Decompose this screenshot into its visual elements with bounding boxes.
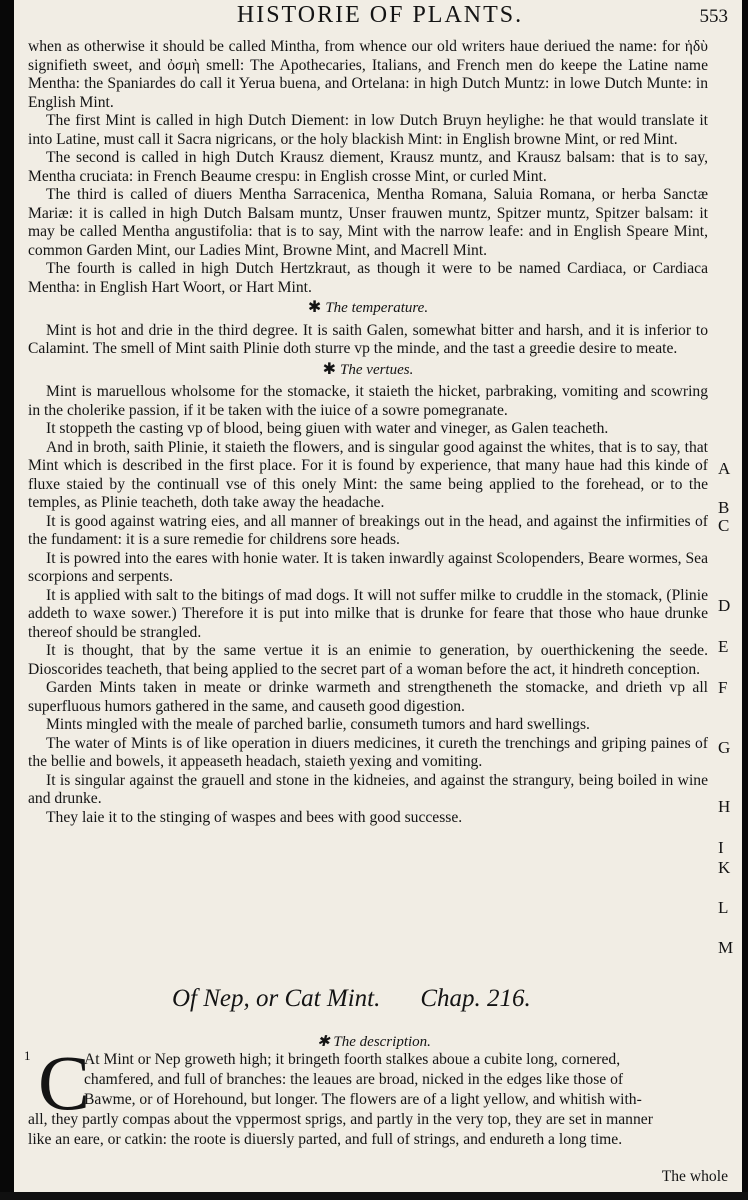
names-paragraph: The third is called of diuers Mentha Sarracenica, Mentha Romana, Saluia Romana, or herba Sanctæ Mariæ: it is called in high Dutch Balsam muntz, Unser frauwen muntz, Spitzer muntz, Spitzer balsam: it may be called Mentha angustifolia: that is to say, Mint with the narrow leafe: and in English Speare Mint, common Garden Mint, our Ladies Mint, Browne Mint, and Macrell Mint. — [28, 186, 708, 259]
description-line: Bawme, or of Horehound, but longer. The flowers are of a light yellow, and whitish with- — [84, 1091, 642, 1108]
description-heading: ✱ The description. — [317, 1034, 431, 1050]
description-line: like an eare, or catkin: the roote is diuersly parted, and full of strings, and endureth a long time. — [28, 1131, 623, 1148]
vertue-paragraph-h: Garden Mints taken in meate or drinke warmeth and strengtheneth the stomacke, and drieth vp all superfluous humors gathered in the same, and causeth good digestion. — [28, 679, 708, 715]
vertue-paragraph-m: They laie it to the stinging of waspes and bees with good successe. — [46, 808, 463, 826]
margin-letter-h: H — [718, 797, 731, 816]
names-paragraph: The first Mint is called in high Dutch Diement: in low Dutch Bruyn heylighe: he that would translate it into Latine, must call it Sacra nigricans, or the holy blackish Mint: in English browne Mint, or red Mint. — [28, 112, 708, 148]
margin-letter-d: D — [718, 596, 731, 615]
chapter-number: Chap. 216. — [420, 985, 531, 1012]
running-title: HISTORIE OF PLANTS. — [236, 2, 524, 28]
margin-letter-a: A — [718, 459, 731, 478]
description-line: chamfered, and full of branches: the leaues are broad, nicked in the edges like those of — [84, 1071, 624, 1088]
margin-letter-l: L — [718, 898, 729, 917]
chapter-heading — [172, 985, 602, 1019]
vertue-paragraph-g: It is thought, that by the same vertue it is an enimie to generation, by ouerthickening the seede. Dioscorides teacheth, that being applied to the secret part of a woman before the act, it hindreth conception. — [28, 642, 708, 678]
vertue-paragraph-i: Mints mingled with the meale of parched barlie, consumeth tumors and hard swellings. — [46, 716, 590, 733]
vertue-paragraph-l: It is singular against the grauell and stone in the kidneies, and against the strangury, being boiled in wine and drunke. — [28, 771, 708, 807]
temperature-heading: ✱ The temperature. — [307, 299, 429, 316]
vertue-paragraph-d: It is good against watring eies, and all manner of breakings out in the head, and against the infirmities of the fundament: it is a sure remedie for childrens sore heads. — [28, 512, 708, 548]
right-page-edge — [742, 0, 748, 1200]
temperature-paragraph: Mint is hot and drie in the third degree. It is saith Galen, somewhat bitter and harsh, and it is inferior to Calamint. The smell of Mint saith Plinie doth sturre vp the minde, and the tast a greedie desire to meate. — [28, 321, 708, 357]
names-paragraph: The second is called in high Dutch Krausz diement, Krausz muntz, and Krausz balsam: that is to say, Mentha cruciata: in French Beaume crespu: in English crosse Mint, or curled Mint. — [28, 149, 708, 185]
star-icon: ✱ — [317, 1034, 334, 1050]
vertue-paragraph-a: Mint is maruellous wholsome for the stomacke, it staieth the hicket, parbraking, vomiting and scowring in the cholerike passion, if it be taken with the iuice of a sowre pomegranate. — [28, 383, 708, 419]
left-page-edge — [0, 0, 14, 1200]
vertue-paragraph-c: And in broth, saith Plinie, it staieth the flowers, and is singular good against the whites, that is to say, that Mint which is described in the first place. For it is found by experience, that many haue had this kinde of fluxe staied by the continuall vse of this onely Mint: the same being applied to the forehead, or to the temples, as Plinie teacheth, doth take away the headache. — [28, 438, 708, 511]
vertues-heading: ✱ The vertues. — [322, 360, 414, 378]
margin-letter-k: K — [718, 858, 731, 877]
margin-letter-f: F — [718, 678, 728, 697]
vertue-paragraph-e: It is powred into the eares with honie water. It is taken inwardly against Scolopenders, Beare wormes, Sea scorpions and serpents. — [28, 549, 708, 585]
main-text — [28, 38, 708, 827]
margin-letter-i: I — [718, 838, 724, 857]
names-paragraph: when as otherwise it should be called Mintha, from whence our old writers haue deriued the name: for ἡδὺ signifieth sweet, and ὀσμὴ smell: The Apothecaries, Italians, and French men do keepe the Latine name Mentha: the Spaniardes do call it Yerua buena, and Ortelana: in high Dutch Muntz: in lowe Dutch Munte: in English Mint. — [28, 38, 708, 111]
description-number: 1 — [24, 1048, 31, 1063]
margin-letter-g: G — [718, 738, 731, 757]
description-line: At Mint or Nep groweth high; it bringeth foorth stalkes aboue a cubite long, cornered, — [84, 1051, 621, 1068]
margin-letter-e: E — [718, 637, 729, 656]
margin-letters — [718, 0, 742, 1200]
description-text — [28, 1050, 708, 1150]
bottom-page-edge — [0, 1192, 748, 1200]
vertue-paragraph-b: It stoppeth the casting vp of blood, being giuen with water and vineger, as Galen teacheth. — [46, 420, 609, 437]
vertue-paragraph-f: It is applied with salt to the bitings of mad dogs. It will not suffer milke to cruddle in the stomack, (Plinie addeth to waxe sower.) Therefore it is put into milke that is drunke for feare that those who haue drunke thereof should be strangled. — [28, 586, 708, 641]
margin-letter-b: B — [718, 498, 730, 517]
catchword: The whole — [661, 1168, 728, 1185]
star-icon: ✱ — [322, 360, 337, 378]
names-paragraph: The fourth is called in high Dutch Hertzkraut, as though it were to be named Cardiaca, or Cardiaca Mentha: in English Hart Woort, or Hart Mint. — [28, 260, 708, 296]
margin-letter-m: M — [718, 938, 734, 957]
chapter-title: Of Nep, or Cat Mint. — [172, 985, 381, 1012]
page-number: 553 — [699, 6, 728, 27]
description-line: all, they partly compas about the vppermost sprigs, and partly in the very top, they are set in manner — [28, 1111, 653, 1128]
star-icon: ✱ — [307, 299, 322, 316]
drop-cap: C — [38, 1039, 91, 1126]
margin-letter-c: C — [718, 516, 730, 535]
vertue-paragraph-k: The water of Mints is of like operation in diuers medicines, it cureth the trenchings and griping paines of the bellie and bowels, it appeaseth headach, staieth yexing and vomiting. — [28, 734, 708, 770]
